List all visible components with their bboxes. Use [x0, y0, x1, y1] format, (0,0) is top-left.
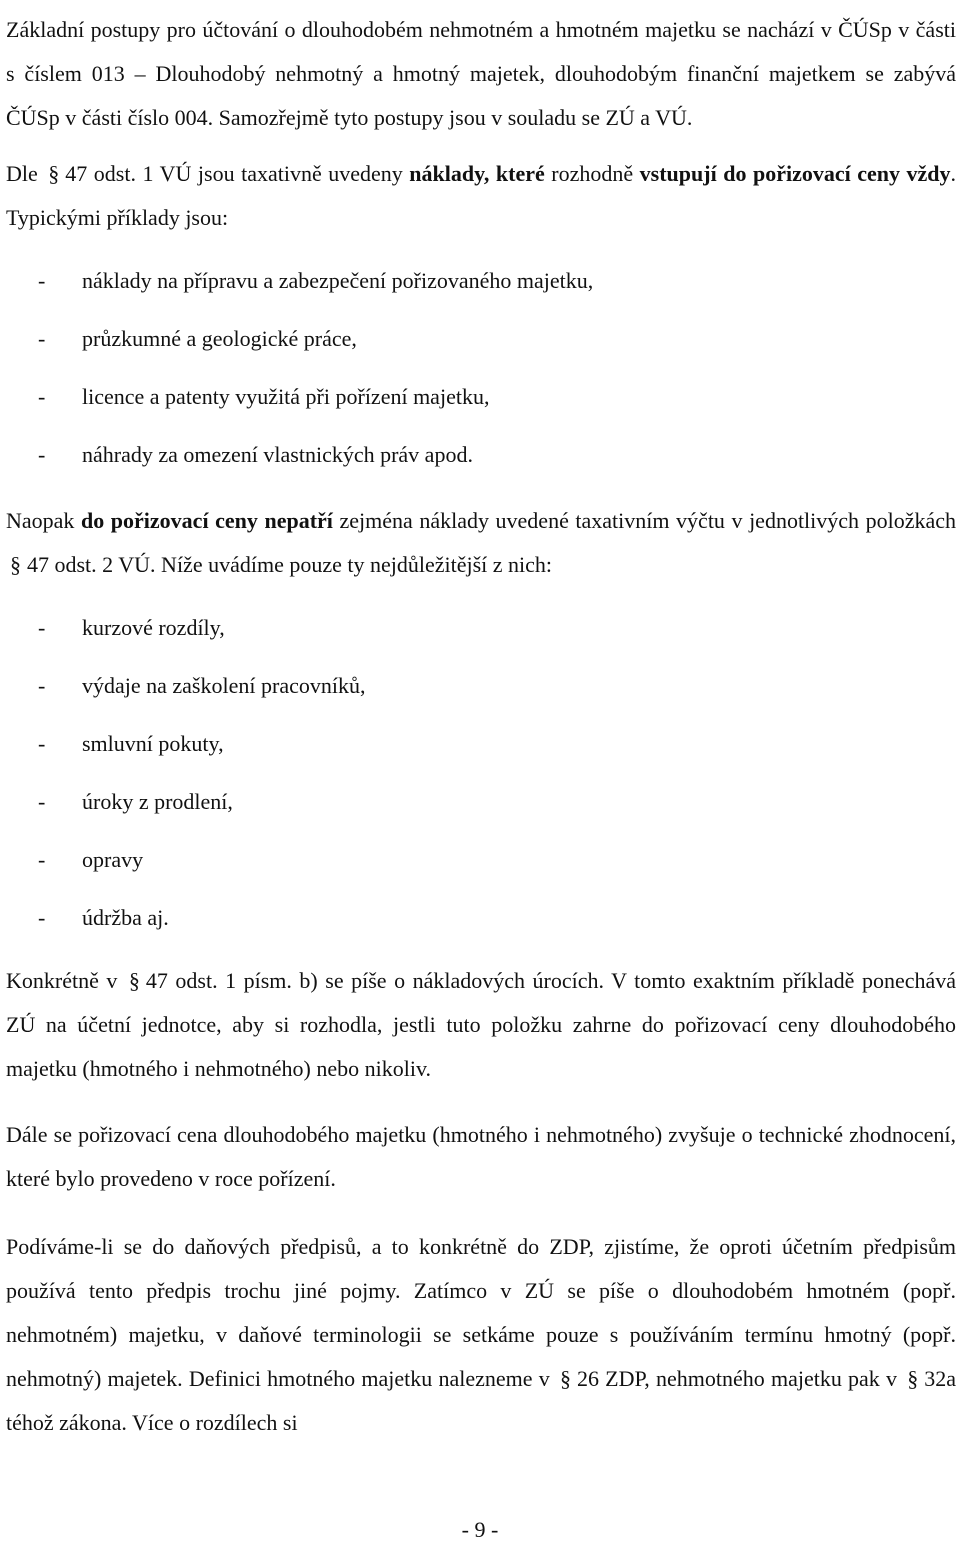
bold-text: náklady, které: [409, 161, 545, 186]
paragraph-interest-costs: [6, 959, 956, 1091]
paragraph-included-costs: [6, 152, 956, 240]
section-sign: §: [10, 552, 21, 577]
text: Naopak: [6, 508, 75, 533]
bold-text: do pořizovací ceny nepatří: [81, 508, 333, 533]
list-item: - náhrady za omezení vlastnických práv apod.: [6, 426, 956, 484]
list-item: - náklady na přípravu a zabezpečení pořizovaného majetku,: [6, 252, 956, 310]
text: Konkrétně v: [6, 968, 118, 993]
list-item: - úroky z prodlení,: [6, 773, 956, 831]
text: Dle: [6, 161, 38, 186]
section-sign: §: [907, 1366, 919, 1391]
paragraph-technical-improvement: Dále se pořizovací cena dlouhodobého majetku (hmotného i nehmotného) zvyšuje o technické zhodnocení, které bylo provedeno v roce pořízení.: [6, 1122, 956, 1191]
text: 47 odst. 1 písm. b) se píše o nákladových úrocích. V tomto exaktním příkladě ponechává ZÚ na účetní jednotce, aby si rozhodla, jestli tuto položku zahrne do pořizovací ceny dlouhodobého majetku (hmotného i nehmotného) nebo nikoliv.: [6, 968, 957, 1081]
bold-text: vstupují do pořizovací ceny vždy: [639, 161, 951, 186]
section-sign: §: [559, 1366, 571, 1391]
list-item: - smluvní pokuty,: [6, 715, 956, 773]
section-sign: §: [48, 161, 60, 186]
list-item: - opravy: [6, 831, 956, 889]
list-item: - licence a patenty využitá při pořízení majetku,: [6, 368, 956, 426]
text: zejména náklady uvedené taxativním výčtu v jednotlivých položkách: [339, 508, 957, 533]
text: . Typickými příklady jsou:: [6, 161, 957, 230]
list-item: - průzkumné a geologické práce,: [6, 310, 956, 368]
included-costs-list: [6, 252, 956, 484]
text: 47 odst. 2 VÚ. Níže uvádíme pouze ty nejdůležitější z nich:: [27, 552, 553, 577]
list-item: - kurzové rozdíly,: [6, 599, 956, 657]
text: 32a téhož zákona. Více o rozdílech si: [6, 1366, 956, 1435]
section-sign: §: [128, 968, 140, 993]
page-number: - 9 -: [461, 1517, 499, 1542]
text: 26 ZDP, nehmotného majetku pak v: [576, 1366, 898, 1391]
list-item: - výdaje na zaškolení pracovníků,: [6, 657, 956, 715]
list-item: - údržba aj.: [6, 889, 956, 947]
paragraph-excluded-costs: [6, 499, 956, 587]
excluded-costs-list: [6, 599, 956, 947]
paragraph-intro: Základní postupy pro účtování o dlouhodobém nehmotném a hmotném majetku se nachází v ČÚSp v části s číslem 013 – Dlouhodobý nehmotný a hmotný majetek, dlouhodobým finanční majetkem se zabývá ČÚSp v části číslo 004. Samozřejmě tyto postupy jsou v souladu se ZÚ a VÚ.: [6, 17, 956, 130]
text: Podíváme-li se do daňových předpisů, a to konkrétně do ZDP, zjistíme, že oproti účetním předpisům používá tento předpis trochu jiné pojmy. Zatímco v ZÚ se píše o dlouhodobém hmotném (popř. nehmotném) majetku, v daňové terminologii se setkáme pouze s používáním termínu hmotný (popř. nehmotný) majetek. Definici hmotného majetku nalezneme v: [6, 1234, 956, 1391]
paragraph-tax-regulations: [6, 1225, 956, 1445]
document-page: [6, 8, 956, 1445]
text: 47 odst. 1 VÚ jsou taxativně uvedeny: [65, 161, 403, 186]
text: rozhodně: [551, 161, 634, 186]
